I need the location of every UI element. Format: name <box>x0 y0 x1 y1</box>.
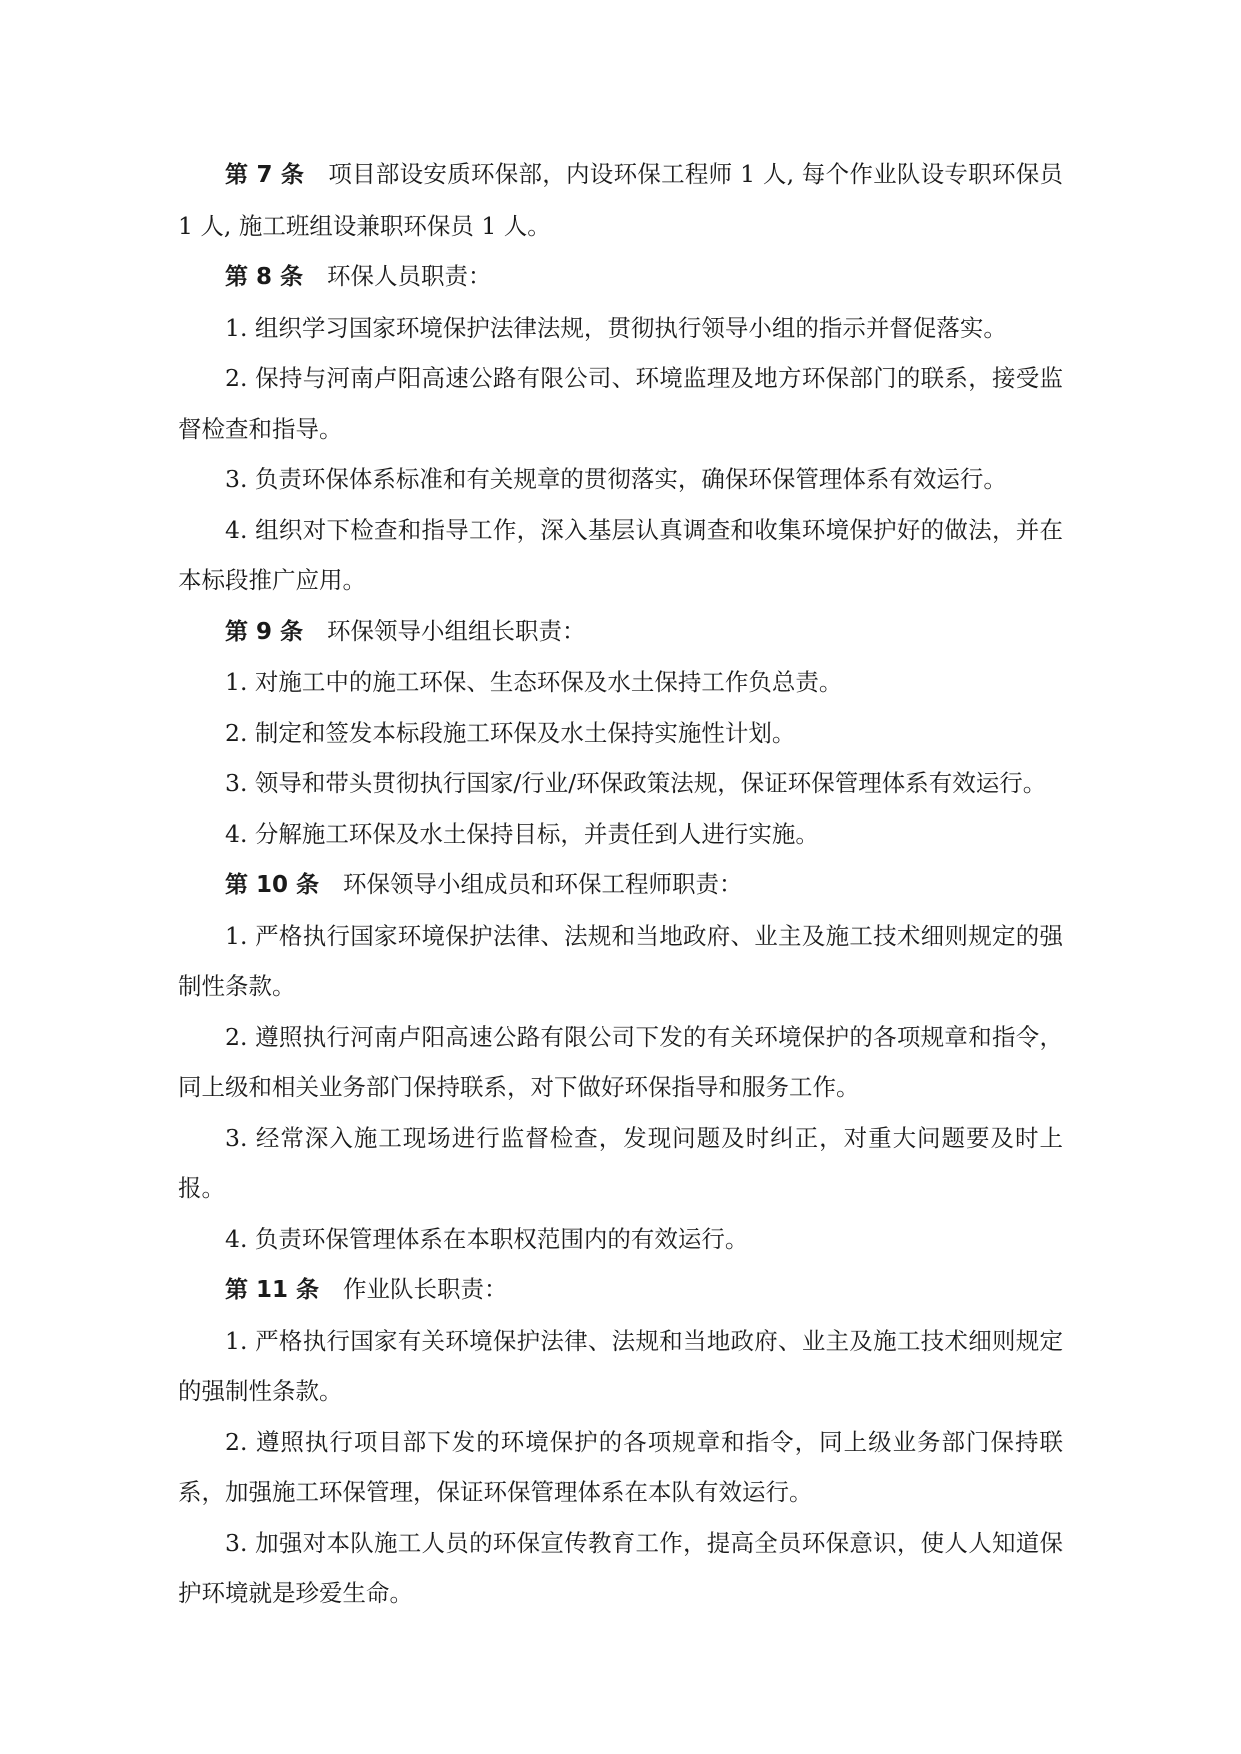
list-item: 2. 遵照执行项目部下发的环境保护的各项规章和指令，同上级业务部门保持联系，加强施工环保管理，保证环保管理体系在本队有效运行。 <box>178 1427 1063 1506</box>
article-title: 第 9 条 <box>225 618 304 645</box>
list-item: 1. 组织学习国家环境保护法律法规，贯彻执行领导小组的指示并督促落实。 <box>225 313 1007 342</box>
article-text: 环保领导小组组长职责： <box>327 616 586 645</box>
list-item: 1. 严格执行国家环境保护法律、法规和当地政府、业主及施工技术细则规定的强制性条款。 <box>178 921 1063 1000</box>
article-text: 项目部设安质环保部，内设环保工程师 1 人, 每个作业队设专职环保员 1 人, 施工班组设兼职环保员 1 人。 <box>178 160 1063 240</box>
list-item: 4. 负责环保管理体系在本职权范围内的有效运行。 <box>225 1224 749 1253</box>
list-item: 1. 严格执行国家有关环境保护法律、法规和当地政府、业主及施工技术细则规定的强制性条款。 <box>178 1326 1063 1405</box>
article-text: 作业队长职责： <box>343 1275 508 1303</box>
article-8 <box>178 251 1063 303</box>
article-title: 第 10 条 <box>225 872 320 898</box>
list-item: 3. 负责环保体系标准和有关规章的贯彻落实，确保环保管理体系有效运行。 <box>225 465 1007 493</box>
article-title: 第 8 条 <box>225 264 304 290</box>
list-item: 3. 经常深入施工现场进行监督检查，发现问题及时纠正，对重大问题要及时上报。 <box>178 1123 1063 1202</box>
article-7 <box>178 149 1063 251</box>
list-item: 3. 加强对本队施工人员的环保宣传教育工作，提高全员环保意识，使人人知道保护环境就是珍爱生命。 <box>178 1528 1063 1607</box>
list-item: 2. 保持与河南卢阳高速公路有限公司、环境监理及地方环保部门的联系，接受监督检查和指导。 <box>178 364 1063 443</box>
article-9 <box>178 606 1063 658</box>
article-text: 环保人员职责： <box>327 262 492 290</box>
list-item: 4. 分解施工环保及水土保持目标，并责任到人进行实施。 <box>225 819 819 848</box>
list-item: 4. 组织对下检查和指导工作，深入基层认真调查和收集环境保护好的做法，并在本标段推广应用。 <box>178 515 1063 594</box>
list-item: 3. 领导和带头贯彻执行国家/行业/环保政策法规，保证环保管理体系有效运行。 <box>225 769 1047 797</box>
list-item: 2. 遵照执行河南卢阳高速公路有限公司下发的有关环境保护的各项规章和指令，同上级和相关业务部门保持联系，对下做好环保指导和服务工作。 <box>178 1022 1063 1101</box>
document-body <box>178 149 1063 1619</box>
list-item: 2. 制定和签发本标段施工环保及水土保持实施性计划。 <box>225 718 796 747</box>
article-11 <box>178 1264 1063 1316</box>
list-item: 1. 对施工中的施工环保、生态环保及水土保持工作负总责。 <box>225 668 843 696</box>
article-text: 环保领导小组成员和环保工程师职责： <box>343 870 743 898</box>
article-10 <box>178 859 1063 911</box>
article-title: 第 7 条 <box>225 162 305 188</box>
article-title: 第 11 条 <box>225 1277 320 1303</box>
